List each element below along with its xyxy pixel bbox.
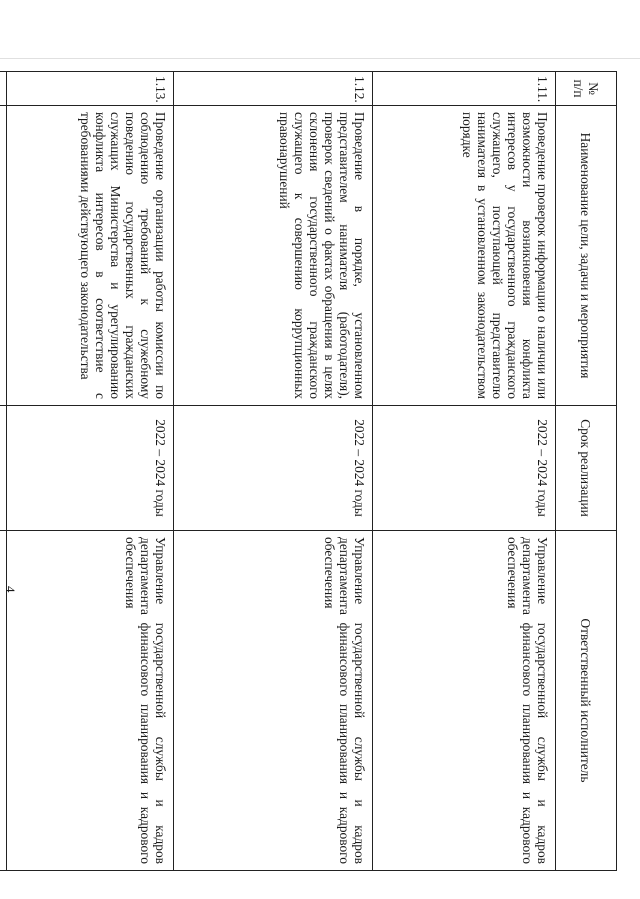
page-number: 4	[3, 586, 18, 593]
implementation-term: 2022 – 2024 годы	[174, 406, 373, 531]
responsible-line: Управление государственной службы и кадров департамента финансового планирования и кадрового обеспечения	[123, 537, 168, 864]
responsible-line: Управление государственной службы и кадров департамента финансового планирования и кадрового обеспечения	[505, 537, 550, 864]
implementation-term: 2022 – 2024 годы	[373, 406, 556, 531]
measure-name	[0, 106, 7, 406]
responsible-executor	[7, 531, 174, 871]
table-row	[373, 72, 556, 871]
table-header-row	[556, 72, 617, 871]
responsible-line: Управление государственной службы и кадров департамента финансового планирования и кадрового обеспечения	[322, 537, 367, 864]
responsible-executor	[373, 531, 556, 871]
responsible-executor	[174, 531, 373, 871]
implementation-term: 2022 – 2024 годы	[7, 406, 174, 531]
row-number: 1.11.	[373, 72, 556, 106]
responsible-executor	[0, 531, 7, 871]
row-number: 1.12.	[174, 72, 373, 106]
table-row	[7, 72, 174, 871]
row-number	[0, 72, 7, 106]
row-number: 1.13.	[7, 72, 174, 106]
responsible-line	[0, 537, 1, 864]
table-row	[174, 72, 373, 871]
header-num: № п/п	[556, 72, 617, 106]
measure-name: Проведение проверок информации о наличии или возможности возникновения конфликта интересов у государственного гражданского служащего, поступающей представителю нанимателя в установленном законодательством порядке	[373, 106, 556, 406]
scan-edge-line	[0, 58, 640, 59]
header-responsible: Ответственный исполнитель	[556, 531, 617, 871]
measure-name: Проведение организации работы комиссии по соблюдению требований к служебному поведению государственных гражданских служащих Министерства и урегулированию конфликта интересов в соответствие с требованиями действующего законодательства	[7, 106, 174, 406]
header-name: Наименование цели, задачи и мероприятия	[556, 106, 617, 406]
implementation-term	[0, 406, 7, 531]
header-term: Срок реализации	[556, 406, 617, 531]
measure-name: Проведение в порядке, установленном представителем нанимателя (работодателя), проверок сведений о фактах обращения в целях склонения государственного гражданского служащего к совершению коррупционных правонарушений	[174, 106, 373, 406]
table-row	[0, 72, 7, 871]
measures-table	[0, 71, 617, 871]
